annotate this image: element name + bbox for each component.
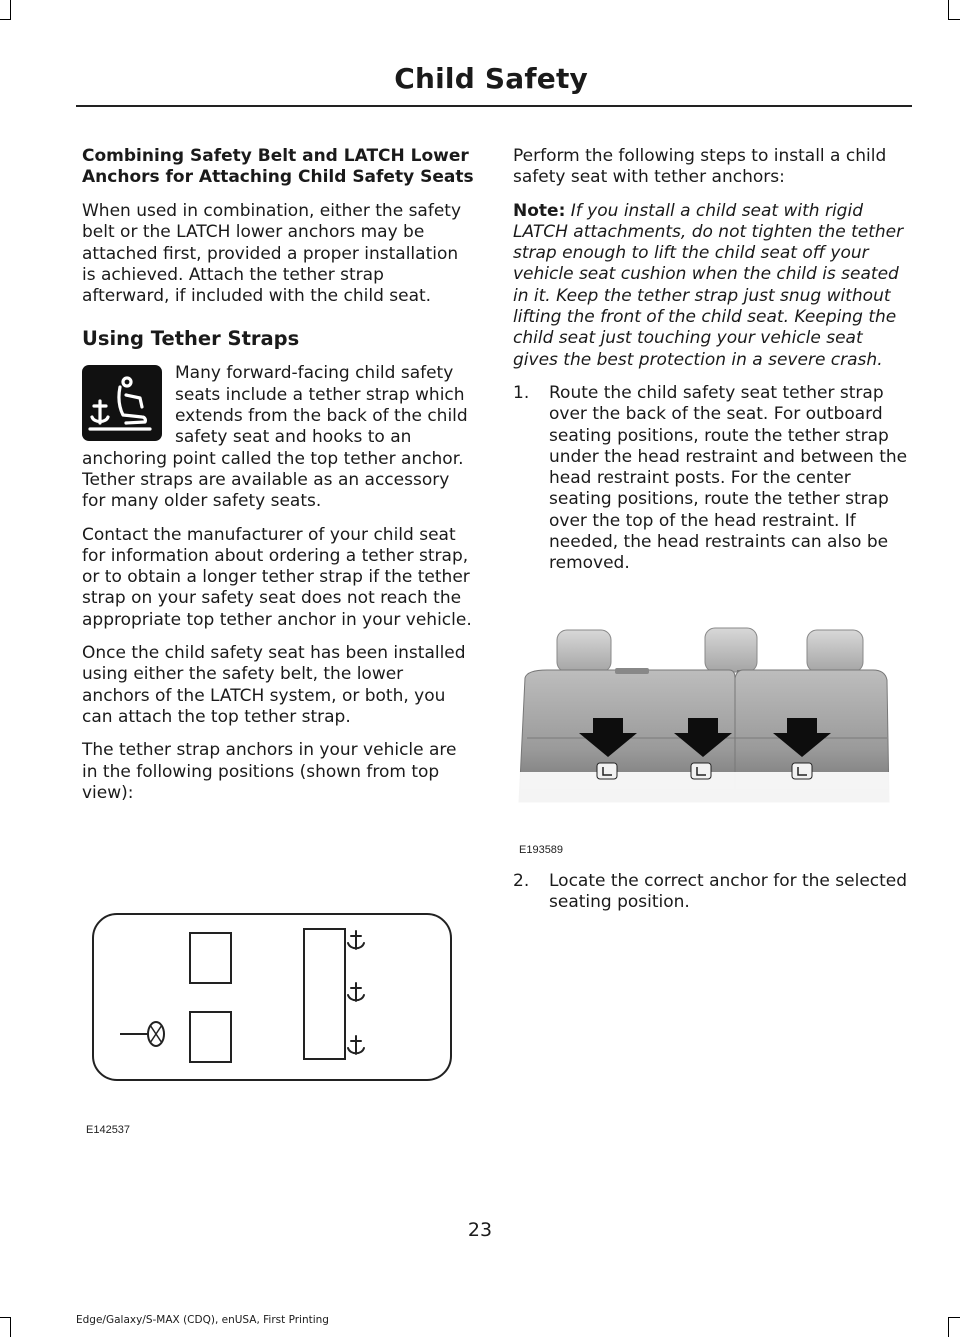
step-number: 1. [513,382,530,403]
paragraph: Perform the following steps to install a child safety seat with tether anchors: [513,146,887,188]
footer-edition: Edge/Galaxy/S-MAX (CDQ), enUSA, First Printing [76,1314,329,1326]
section-title: Using Tether Straps [82,327,300,351]
figure-id: E142537 [86,1124,131,1136]
subheading: Combining Safety Belt and LATCH Lower Anchors for Attaching Child Safety Seats [82,146,474,187]
note-text: If you install a child seat with rigid LATCH attachments, do not tighten the tether strap enough to lift the child seat off your vehicle seat cushion when the child is seated in it. Keep the tether strap just snug without lifting the front of the child seat. Keeping the child seat just touching your vehicle seat gives the best protection in a severe crash. [513,200,904,370]
crop-mark [0,19,11,20]
crop-mark [948,19,960,20]
anchor-icon [348,1036,364,1054]
child-seat-icon [792,763,812,779]
step-text: Route the child safety seat tether strap over the back of the seat. For outboard seating positions, route the tether strap under the head restraint and between the head restraint posts. For the center seating positions, route the tether strap over the top of the head restraint. If needed, the head restraints can also be removed. [549,382,908,574]
tether-intro [82,363,476,524]
anchor-icon [348,931,364,949]
page-title: Child Safety [394,62,588,95]
paragraph: When used in combination, either the safety belt or the LATCH lower anchors may be attached first, provided a proper installation is achieved. Attach the tether strap afterward, if included with the child seat. [82,201,462,307]
paragraph: Many forward-facing child safety seats include a tether strap which extends from the back of the child safety seat and hooks to an anchoring point called the top tether anchor. Tether straps are available as an accessory for many older safety seats. [82,363,468,512]
page-number: 23 [467,1219,493,1241]
figure-id: E193589 [519,844,564,856]
crop-mark [0,1317,11,1318]
crop-mark [948,0,949,20]
crop-mark [948,1317,949,1337]
step [513,383,910,575]
step [513,871,910,914]
note [513,201,910,371]
child-seat-icon [691,763,711,779]
child-seat-icon [597,763,617,779]
anchor-icon [348,983,364,1001]
header-rule [76,105,912,107]
paragraph: The tether strap anchors in your vehicle are in the following positions (shown from top view): [82,740,457,803]
crop-mark [948,1317,960,1318]
crop-mark [10,1317,11,1337]
left-column [82,146,476,816]
tether-anchor-diagram [90,911,455,1083]
tether-anchor-icon [82,365,162,441]
paragraph: Once the child safety seat has been installed using either the safety belt, the lower anchors of the LATCH system, or both, you can attach the top tether strap. [82,643,466,727]
note-label: Note: [513,200,566,221]
paragraph: Contact the manufacturer of your child seat for information about ordering a tether strap, or to obtain a longer tether strap if the tether strap on your safety seat does not reach the appropriate top tether anchor in your vehicle. [82,524,472,630]
right-column [513,146,910,587]
rear-seat-illustration [517,618,907,804]
crop-mark [10,0,11,20]
step-text: Locate the correct anchor for the selected seating position. [549,871,908,913]
step-number: 2. [513,871,530,891]
